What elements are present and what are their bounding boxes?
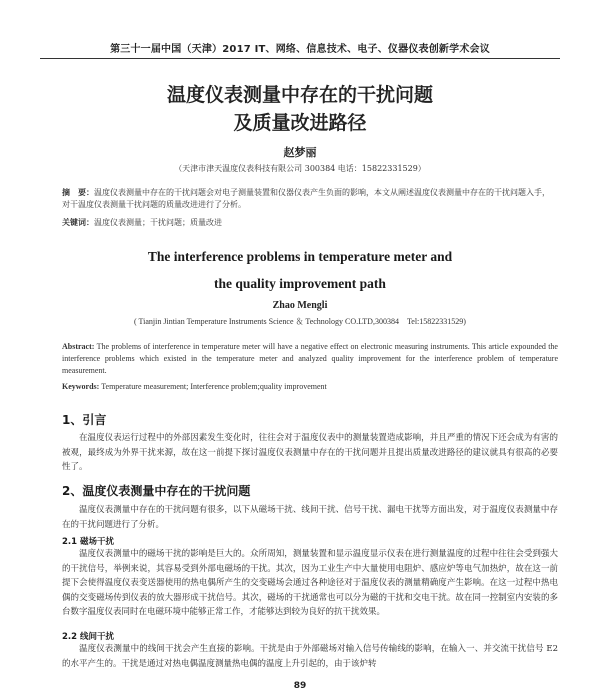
abstract-en-label: Abstract: (62, 342, 95, 351)
keywords-en (62, 381, 558, 393)
author-en: Zhao Mengli (272, 300, 328, 311)
title-en-line1: The interference problems in temperature meter and (147, 249, 453, 264)
title-en-line2: the quality improvement path (214, 276, 386, 291)
keywords-cn-label: 关键词： (62, 218, 94, 227)
title-cn-line1: 温度仪表测量中存在的干扰问题 (166, 84, 433, 106)
keywords-cn-text: 温度仪表测量；干扰问题；质量改进 (94, 218, 222, 227)
section-2-2-paragraph: 温度仪表测量中的线间干扰会产生直接的影响。干扰是由于外部磁场对输入信号传输线的影响，在输入一、并交流干扰信号 E2 的水平产生的。干扰是通过对热电偶温度测量热电偶的温度上升引起的，由于该炉转 (62, 644, 558, 669)
author-cn: 赵梦丽 (283, 146, 317, 159)
page-number: 89 (293, 681, 307, 691)
abstract-cn-text: 温度仪表测量中存在的干扰问题会对电子测量装置和仪器仪表产生负面的影响，本文从阐述温度仪表测量中存在的干扰问题入手，对干温度仪表测量干扰问题的质量改进进行了分析。 (62, 188, 550, 209)
conference-header: 第三十一届中国（天津）2017 IT、网络、信息技术、电子、仪器仪表创新学术会议 (40, 40, 560, 59)
abstract-cn (62, 187, 552, 211)
section-1-paragraph: 在温度仪表运行过程中的外部因素发生变化时，往往会对于温度仪表中的测量装置造成影响，并且严重的情况下还会成为有害的被观，最终成为外界干扰来源，故在这一前提下探讨温度仪表测量中存在的干扰问题并且提出质量改进路径的建议就具有很高的必要性了。 (62, 433, 558, 472)
section-2-2-heading: 2.2 线间干扰 (62, 632, 115, 642)
title-cn-line2: 及质量改进路径 (233, 112, 367, 134)
keywords-en-text: Temperature measurement; Interference problem;quality improvement (101, 382, 327, 391)
abstract-cn-label: 摘 要： (62, 188, 94, 197)
section-2-paragraph: 温度仪表测量中存在的干扰问题有很多，以下从磁场干扰、线间干扰、信号干扰、漏电干扰等方面出发，对于温度仪表测量中存在的干扰问题进行了分析。 (62, 505, 558, 530)
section-1-heading: 1、引言 (62, 413, 107, 427)
section-2-heading: 2、温度仪表测量中存在的干扰问题 (62, 484, 251, 498)
abstract-en-text: The problems of interference in temperature meter will have a negative effect on electronic measuring instruments. This article expounded the interference problems which existed in the temperature meter and analyzed quality improvement for the interference problem of temperature measurement. (62, 342, 558, 375)
affiliation-en: ( Tianjin Jintian Temperature Instruments Science ＆ Technology CO.LTD,300384 Tel:15822331529) (134, 317, 466, 326)
section-2-1-heading: 2.1 磁场干扰 (62, 537, 115, 547)
section-2-1-paragraph: 温度仪表测量中的磁场干扰的影响是巨大的。众所周知，测量装置和显示温度显示仪表在进行测量温度的过程中往往会受到强大的干扰信号，举例来说，其容易受到外部电磁场的干扰。其次，因为工业生产中大量使用电阻炉、感应炉等电气加热炉，故在这一前提下会使得温度仪表变送器使用的热电偶所产生的交变磁场会通过各种途径对于温度仪表的测量精确度产生影响。在这一过程中热电偶的交变磁场传到仪表的放大器形成干扰信号。其次，磁场的干扰通常也可以分为磁的干扰和交电干扰。故在同一控制室内安装的多台数字温度仪表同时在电磁环境中能够正常工作，才能够达到较为良好的抗干扰效果。 (62, 549, 558, 617)
keywords-en-label: Keywords: (62, 382, 100, 391)
keywords-cn (62, 217, 552, 229)
abstract-en (62, 341, 558, 377)
affiliation-cn: （天津市津天温度仪表科技有限公司 300384 电话：15822331529） (174, 164, 426, 173)
